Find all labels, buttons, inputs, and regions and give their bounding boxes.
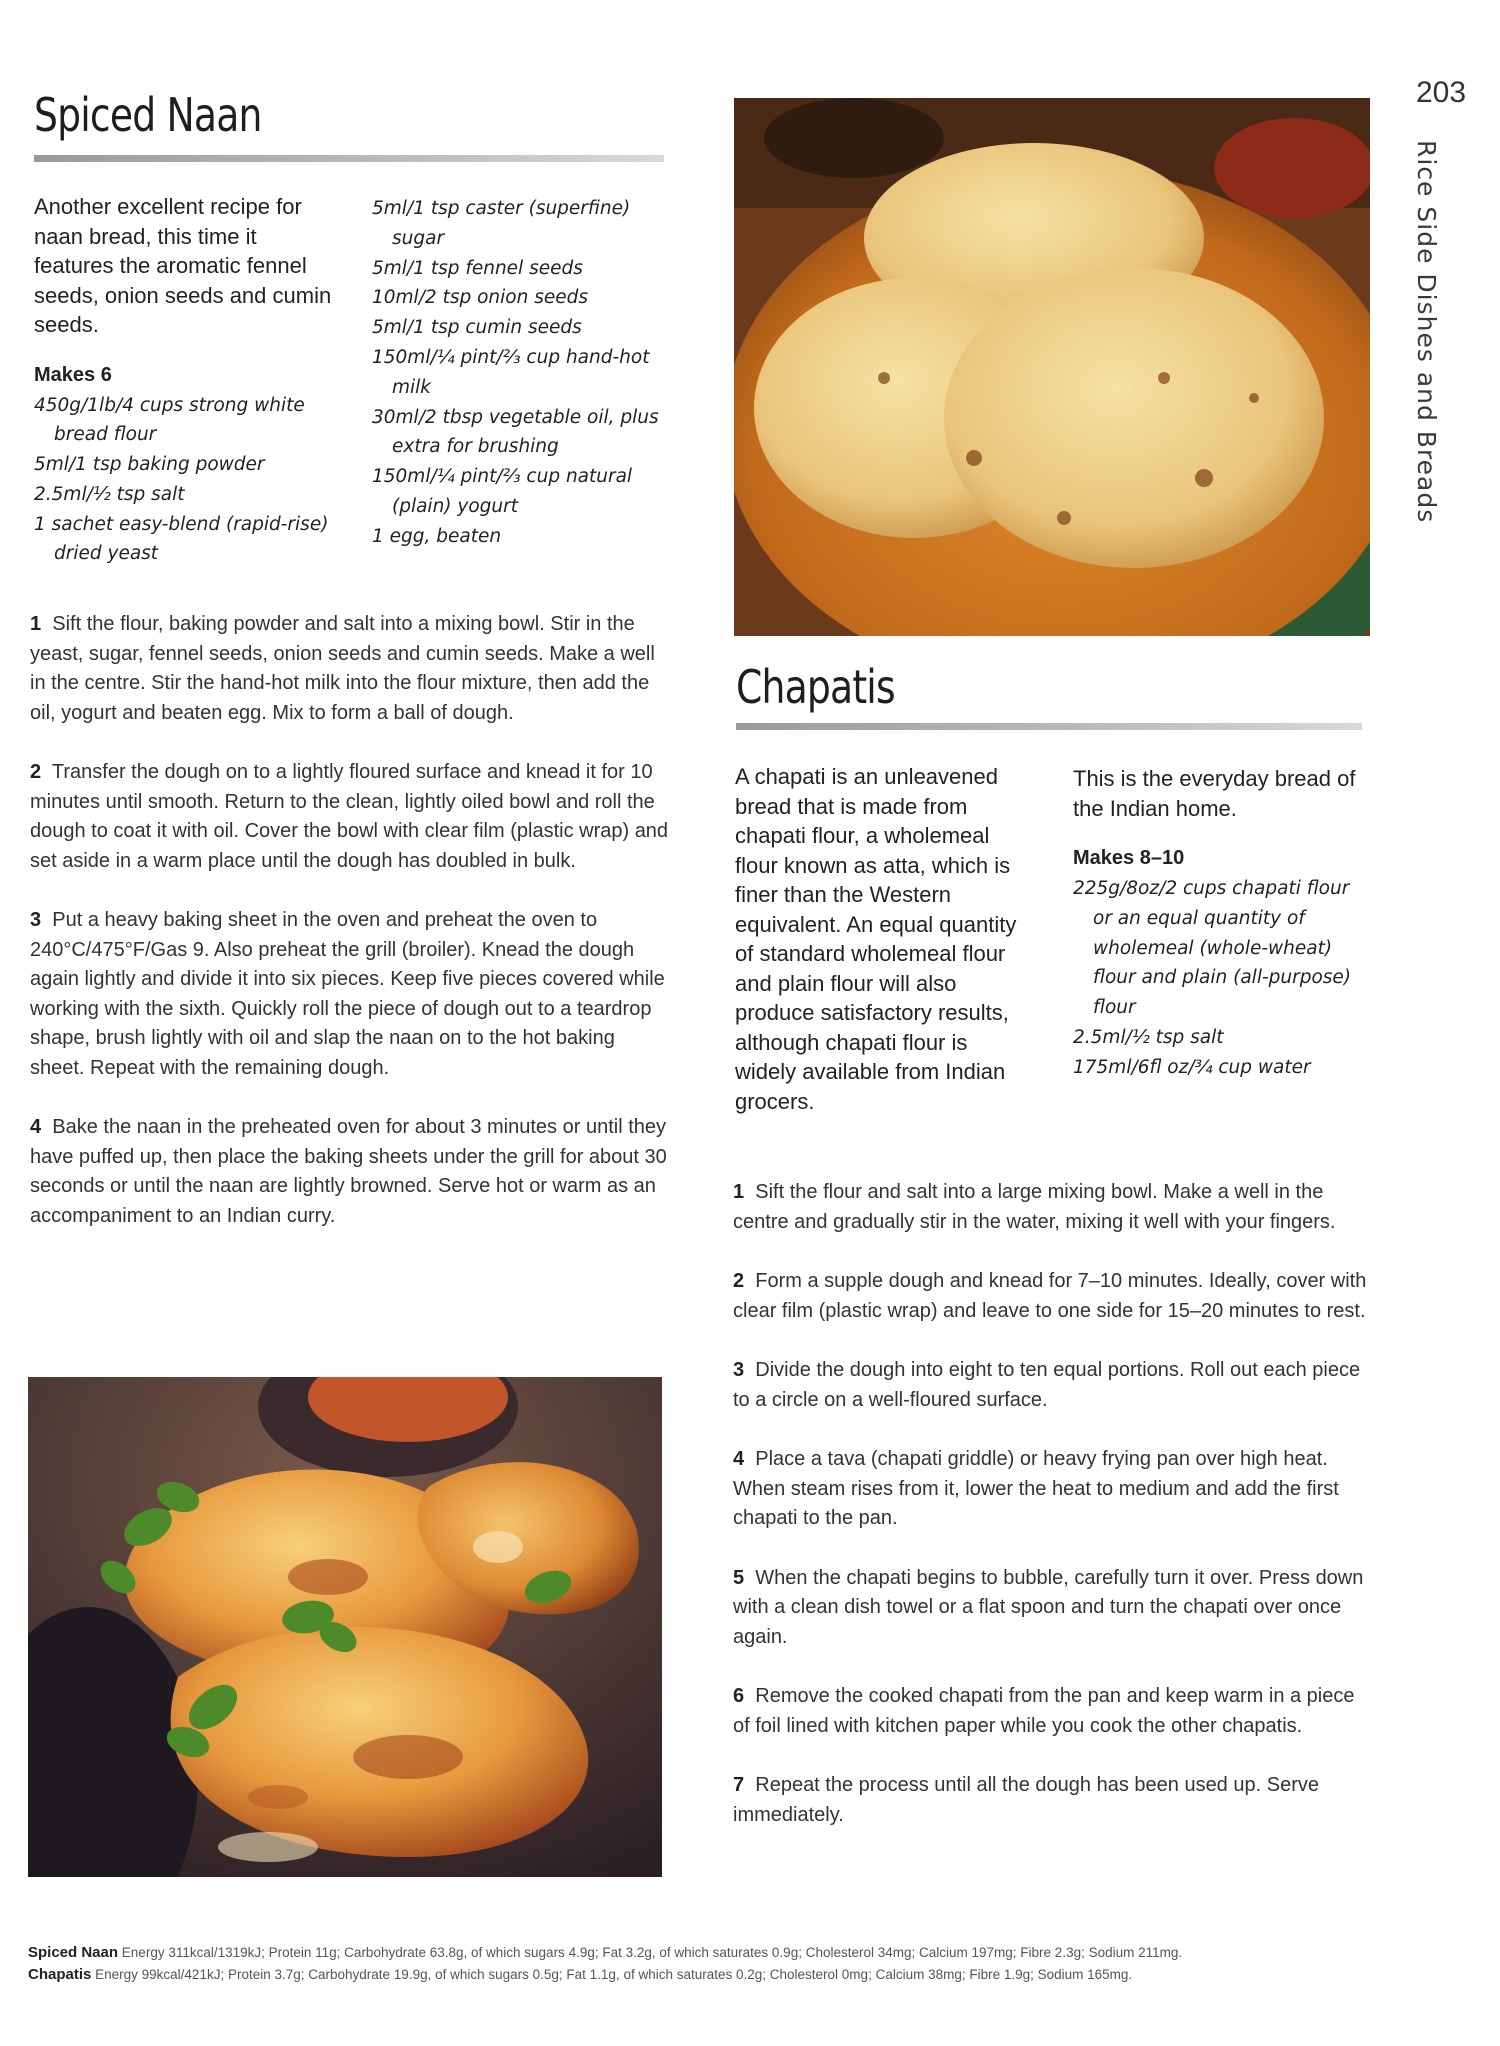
chapatis-step-5 [733,1564,1373,1653]
step-number: 4 [733,1448,745,1470]
step-text: Transfer the dough on to a lightly floured surface and knead it for 10 minutes until smooth. Return to the clean, lightly oiled bowl and roll the dough to coat it with oil. Cover the bowl with clear film (plastic wrap) and set aside in a warm place until the dough has doubled in bulk. [30,761,669,872]
naan-step-3 [30,906,670,1083]
naan-intro: Another excellent recipe for naan bread, this time it features the aromatic fennel seeds, onion seeds and cumin seeds. [34,194,332,337]
chapatis-step-7 [733,1771,1373,1830]
step-text: Place a tava (chapati griddle) or heavy frying pan over high heat. When steam rises from it, lower the heat to medium and add the first chapati to the pan. [733,1448,1339,1529]
step-text: Put a heavy baking sheet in the oven and preheat the oven to 240°C/475°F/Gas 9. Also preheat the grill (broiler). Knead the dough again lightly and divide it into six pieces. Keep five pieces covered while working with the sixth. Quickly roll the piece of dough out to a teardrop shape, brush lightly with oil and slap the naan on to the hot baking sheet. Repeat with the remaining dough. [30,909,665,1079]
step-text: Repeat the process until all the dough has been used up. Serve immediately. [733,1774,1319,1826]
ingredient: 150ml/¼ pint/⅔ cup hand-hot milk [372,346,650,398]
chapatis-intro-right: This is the everyday bread of the Indian home. [1073,766,1356,821]
naan-photo [28,1377,662,1877]
nutrition-chapatis [28,1964,1368,1986]
step-text: Bake the naan in the preheated oven for about 3 minutes or until they have puffed up, then place the baking sheets under the grill for about 30 seconds or until the naan are lightly browned. Serve hot or warm as an accompaniment to an Indian curry. [30,1116,667,1227]
step-number: 1 [30,613,42,635]
naan-method [30,610,670,1261]
chapatis-step-4 [733,1445,1373,1534]
nutrition-label: Chapatis [28,1966,92,1983]
nutrition-footer [28,1942,1368,1986]
ingredient: 5ml/1 tsp cumin seeds [372,317,582,339]
ingredient: 2.5ml/½ tsp salt [1073,1026,1224,1048]
naan-intro-column [34,192,334,569]
nutrition-naan [28,1942,1368,1964]
ingredient: 5ml/1 tsp fennel seeds [372,257,583,279]
step-number: 2 [733,1270,745,1292]
chapatis-makes: Makes 8–10 [1073,847,1185,869]
chapatis-title: Chapatis [736,660,895,714]
step-text: Divide the dough into eight to ten equal portions. Roll out each piece to a circle on a well-floured surface. [733,1359,1361,1411]
chapatis-method [733,1178,1373,1860]
ingredient: 5ml/1 tsp caster (superfine) sugar [372,198,631,249]
ingredient: 30ml/2 tbsp vegetable oil, plus extra for brushing [372,406,659,458]
naan-step-1 [30,610,670,728]
chapatis-step-6 [733,1682,1373,1741]
ingredient: 150ml/¼ pint/⅔ cup natural (plain) yogurt [372,466,633,517]
step-text: Form a supple dough and knead for 7–10 minutes. Ideally, cover with clear film (plastic wrap) and leave to one side for 15–20 minutes to rest. [733,1270,1367,1322]
step-number: 2 [30,761,42,783]
step-number: 6 [733,1685,745,1707]
step-text: When the chapati begins to bubble, carefully turn it over. Press down with a clean dish towel or a flat spoon and turn the chapati over once again. [733,1566,1364,1648]
chapatis-step-1 [733,1178,1373,1237]
step-text: Sift the flour and salt into a large mixing bowl. Make a well in the centre and gradually stir in the water, mixing it well with your fingers. [733,1181,1336,1233]
chapatis-intro: A chapati is an unleavened bread that is made from chapati flour, a wholemeal flour known as atta, which is finer than the Western equivalent. An equal quantity of standard wholemeal flour and plain flour will also produce satisfactory results, although chapati flour is widely available from Indian grocers. [735,764,1017,1114]
ingredient: 225g/8oz/2 cups chapati flour or an equal quantity of wholemeal (whole-wheat) flour and plain (all-purpose) flour [1073,878,1352,1019]
naan-makes: Makes 6 [34,363,112,386]
chapatis-step-3 [733,1356,1373,1415]
naan-step-4 [30,1113,670,1231]
ingredient: 2.5ml/½ tsp salt [34,483,185,505]
step-text: Remove the cooked chapati from the pan and keep warm in a piece of foil lined with kitchen paper while you cook the other chapatis. [733,1685,1355,1737]
naan-title-rule [34,155,664,162]
naan-step-2 [30,758,670,876]
nutrition-text: Energy 311kcal/1319kJ; Protein 11g; Carbohydrate 63.8g, of which sugars 4.9g; Fat 3.2g, of which saturates 0.9g; Cholesterol 34mg; Calcium 197mg; Fibre 2.3g; Sodium 211mg. [121,1945,1183,1960]
section-title: Rice Side Dishes and Breads [1412,140,1441,524]
step-number: 3 [733,1359,745,1381]
naan-ingredients-right [372,194,672,552]
step-text: Sift the flour, baking powder and salt into a mixing bowl. Stir in the yeast, sugar, fennel seeds, onion seeds and cumin seeds. Make a well in the centre. Stir the hand-hot milk into the flour mixture, then add the oil, yogurt and beaten egg. Mix to form a ball of dough. [30,613,655,724]
step-number: 7 [733,1774,745,1796]
chapatis-step-2 [733,1267,1373,1326]
nutrition-text: Energy 99kcal/421kJ; Protein 3.7g; Carbohydrate 19.9g, of which sugars 0.5g; Fat 1.1g, of which saturates 0.2g; Cholesterol 0mg; Calcium 38mg; Fibre 1.9g; Sodium 165mg. [95,1967,1133,1982]
ingredient: 10ml/2 tsp onion seeds [372,287,588,309]
step-number: 1 [733,1181,745,1203]
chapatis-ingredient-column [1073,764,1373,1083]
naan-photo-illustration [28,1377,662,1877]
chapati-photo-illustration [734,98,1370,636]
step-number: 5 [733,1566,745,1589]
ingredient: 1 egg, beaten [372,525,502,547]
ingredient: 5ml/1 tsp baking powder [34,454,265,476]
chapati-photo [734,98,1370,636]
naan-ingredients-left [34,391,334,570]
naan-title: Spiced Naan [34,88,262,142]
step-number: 3 [30,909,42,931]
ingredient: 175ml/6fl oz/¾ cup water [1073,1056,1311,1078]
page-number: 203 [1416,76,1467,109]
chapatis-ingredients [1073,874,1373,1083]
chapatis-title-rule [736,723,1362,730]
step-number: 4 [30,1116,42,1138]
ingredient: 450g/1lb/4 cups strong white bread flour [34,394,305,446]
nutrition-label: Spiced Naan [28,1944,119,1961]
ingredient: 1 sachet easy-blend (rapid-rise) dried yeast [34,513,329,565]
